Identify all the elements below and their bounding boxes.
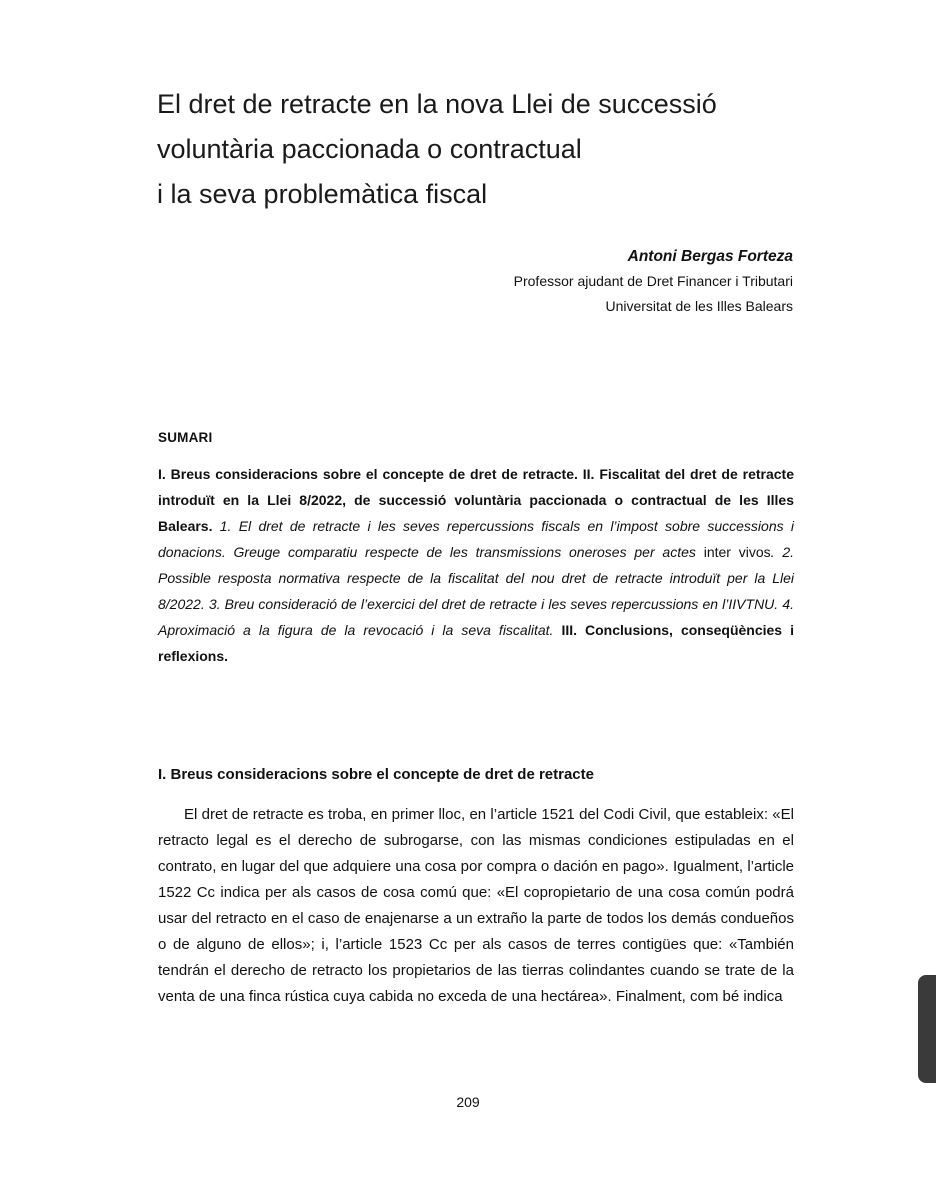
title-line-3: i la seva problemàtica fiscal — [157, 179, 488, 209]
author-position: Professor ajudant de Dret Financer i Tributari — [513, 273, 793, 289]
summary-part-3: inter vivos — [703, 544, 771, 560]
summary-heading: SUMARI — [158, 430, 213, 445]
author-block — [514, 245, 793, 319]
title-line-1: El dret de retracte en la nova Llei de successió — [157, 89, 717, 119]
page-number: 209 — [456, 1094, 480, 1110]
section-paragraph: El dret de retracte es troba, en primer lloc, en l’article 1521 del Codi Civil, que estableix: «El retracto legal es el derecho de subrogarse, con las mismas condiciones estipuladas en el contrato, en lugar del que adquiere una cosa por compra o dación en pago». Igualment, l’article 1522 Cc indica per als casos de cosa comú que: «El copropietario de una cosa común podrá usar del retracto en el caso de enajenarse a un extraño la parte de todos los demás condueños o de alguno de ellos»; i, l’article 1523 Cc per als casos de terres contigües que: «También tendrán el derecho de retracto los propietarios de las tierras colindantes cuando se trate de la venta de una finca rústica cuya cabida no exceda de una hectárea». Finalment, com bé indica — [158, 806, 794, 1005]
author-institution: Universitat de les Illes Balears — [605, 298, 793, 314]
summary-body — [158, 461, 794, 669]
title-line-2: voluntària paccionada o contractual — [157, 134, 582, 164]
summary-part-2: 1. El dret de retracte i les seves repercussions fiscals en l’impost sobre successions i donacions. Greuge comparatiu respecte de les transmissions oneroses per actes — [158, 518, 794, 560]
summary-part-4: . 2. Possible resposta normativa respecte de la fiscalitat del nou dret de retracte introduït per la Llei 8/2022. 3. Breu consideració de l’exercici del dret de retracte i les seves repercussions en l’IIVTNU. 4. Aproximació a la figura de la revocació i la seva fiscalitat. — [158, 544, 795, 638]
article-title — [157, 82, 857, 217]
author-name: Antoni Bergas Forteza — [627, 248, 793, 265]
summary-part-1: I. Breus consideracions sobre el concepte de dret de retracte. II. Fiscalitat del dret de retracte introduït en la Llei 8/2022, de successió voluntària paccionada o contractual de les Illes Balears. — [158, 466, 794, 534]
summary-part-5: III. Conclusions, conseqüències i reflexions. — [158, 622, 795, 664]
section-heading: I. Breus consideracions sobre el concepte de dret de retracte — [158, 766, 594, 783]
side-scroll-tab[interactable] — [918, 975, 936, 1083]
